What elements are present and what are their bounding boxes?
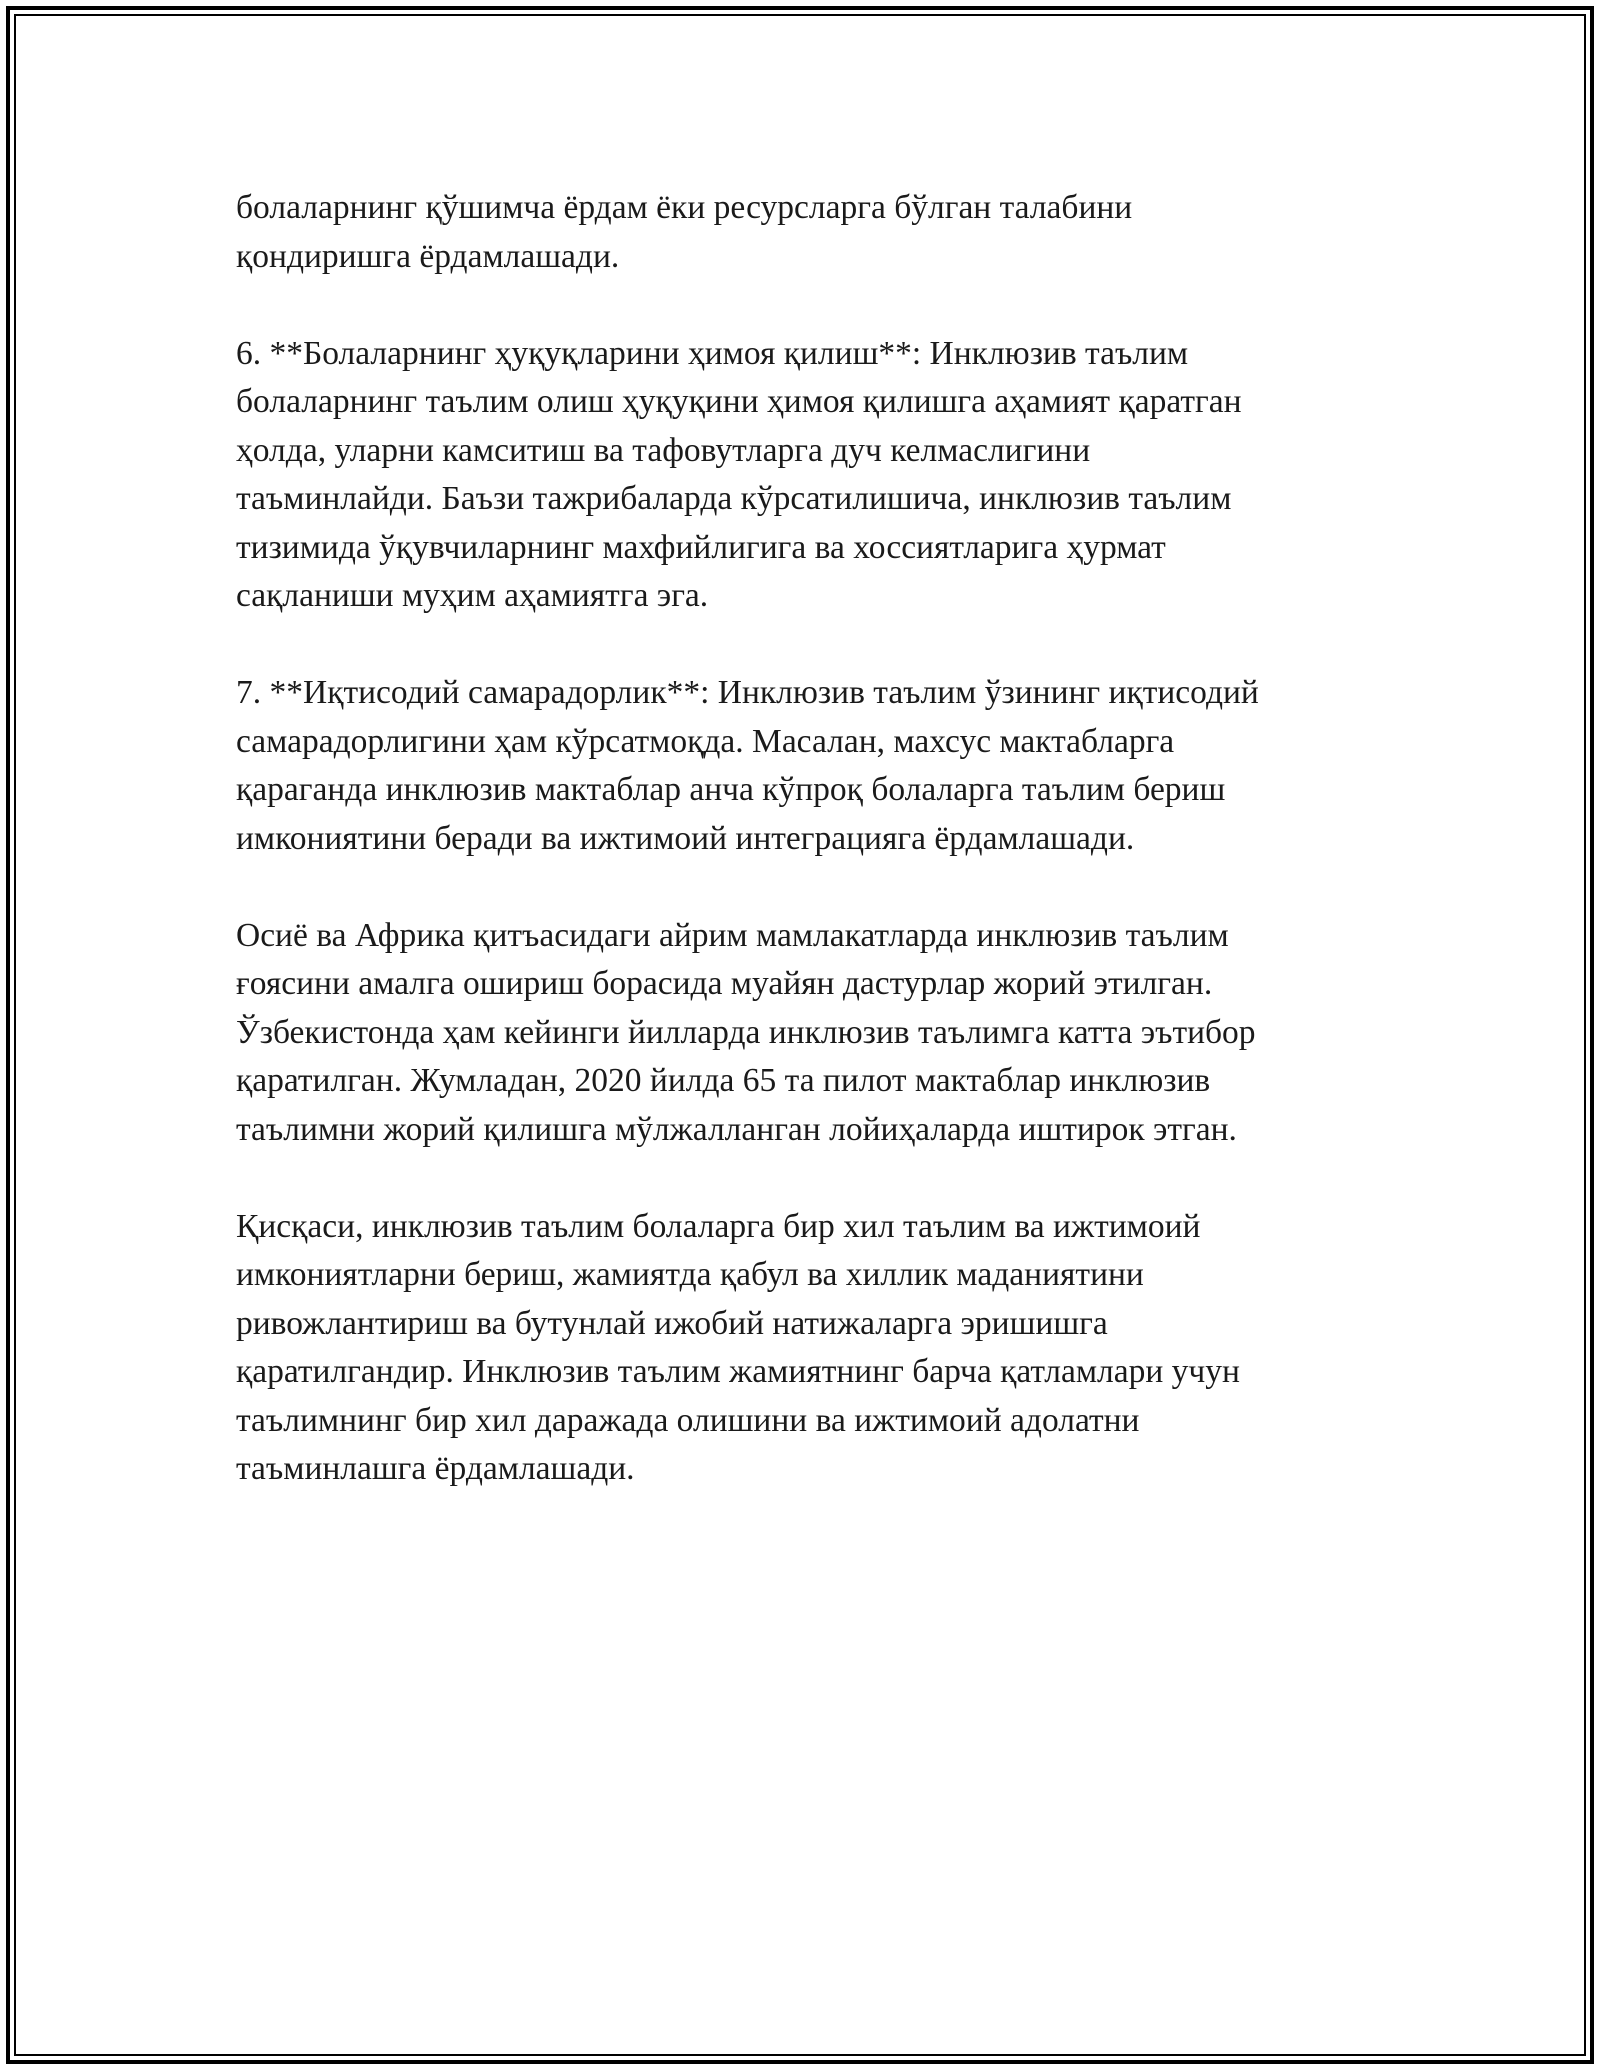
- paragraph-conclusion: Қисқаси, инклюзив таълим болаларга бир хил таълим ва ижтимоий имкониятларни бериш, жамиятда қабул ва хиллик маданиятини ривожлантириш ва бутунлай ижобий натижаларга эришишга қаратилгандир. Инклюзив таълим жамиятнинг барча қатламлари учун таълимнинг бир хил даражада олишини ва ижтимоий адолатни таъминлашга ёрдамлашади.: [236, 1207, 1240, 1487]
- document-body: [236, 184, 1396, 1542]
- paragraph-continuation: болаларнинг қўшимча ёрдам ёки ресурсларга бўлган талабини қондиришга ёрдамлашади.: [236, 189, 1133, 275]
- paragraph-economic-efficiency: 7. **Иқтисодий самарадорлик**: Инклюзив таълим ўзининг иқтисодий самарадорлигини ҳам кўрсатмоқда. Масалан, махсус мактабларга қараганда инклюзив мактаблар анча кўпроқ болаларга таълим бериш имкониятини беради ва ижтимоий интеграцияга ёрдамлашади.: [236, 674, 1259, 857]
- paragraph-children-rights: 6. **Болаларнинг ҳуқуқларини ҳимоя қилиш**: Инклюзив таълим болаларнинг таълим олиш ҳуқуқини ҳимоя қилишга аҳамият қаратган ҳолда, уларни камситиш ва тафовутларга дуч келмаслигини таъминлайди. Баъзи тажрибаларда кўрсатилишича, инклюзив таълим тизимида ўқувчиларнинг махфийлигига ва хоссиятларига ҳурмат сақланиши муҳим аҳамиятга эга.: [236, 334, 1242, 614]
- paragraph-asia-africa-uzbekistan: Осиё ва Африка қитъасидаги айрим мамлакатларда инклюзив таълим ғоясини амалга ошириш борасида муайян дастурлар жорий этилган. Ўзбекистонда ҳам кейинги йилларда инклюзив таълимга катта эътибор қаратилган. Жумладан, 2020 йилда 65 та пилот мактаблар инклюзив таълимни жорий қилишга мўлжалланган лойиҳаларда иштирок этган.: [236, 916, 1256, 1148]
